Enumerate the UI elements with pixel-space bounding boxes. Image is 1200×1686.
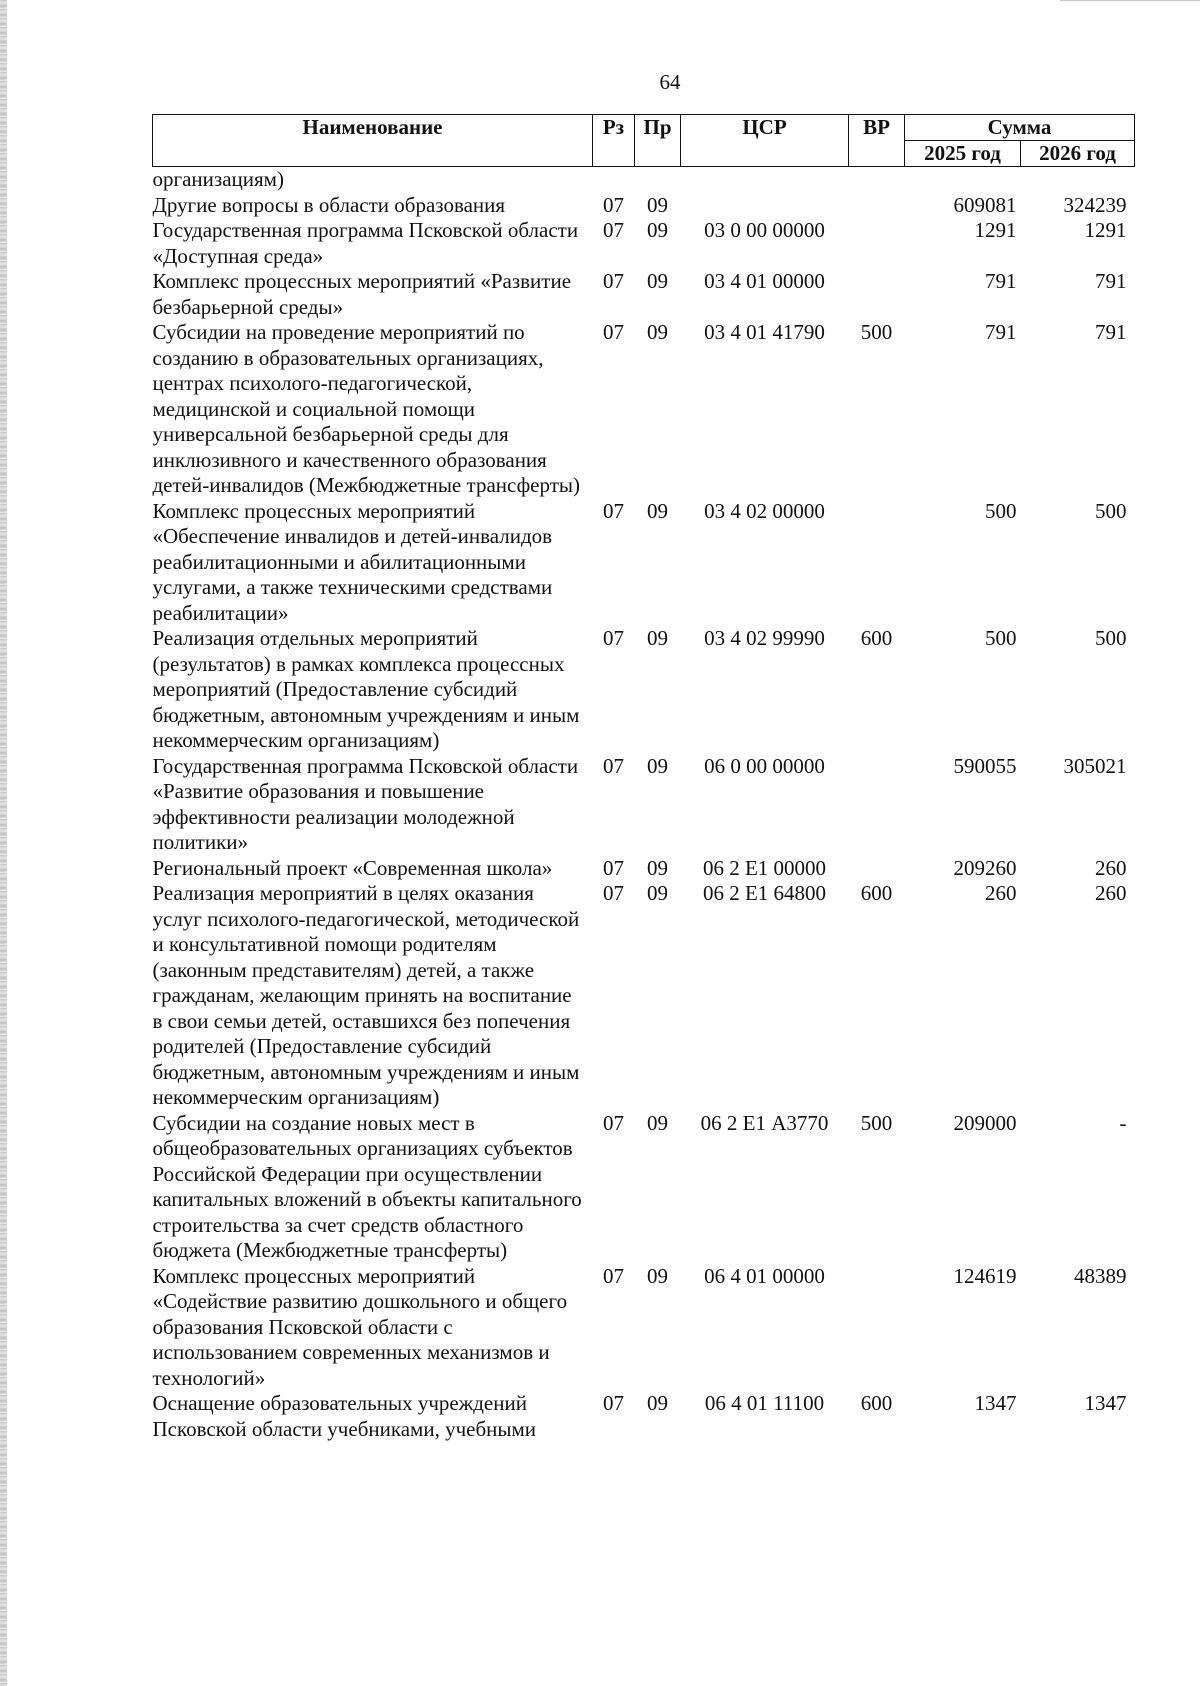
cell-sum-2025: 609081: [953, 192, 1017, 217]
cell-name: Региональный проект «Современная школа»: [152, 855, 553, 880]
table-header: [153, 115, 1135, 167]
table-row: [153, 881, 1135, 1111]
cell-name: Реализация отдельных мероприятий (результатов) в рамках комплекса процессных мероприятий (Предоставление субсидий бюджетным, автономным учреждениям и иным некоммерческим организациям): [152, 626, 580, 752]
cell-rz: 07: [603, 753, 624, 778]
header-rz: Рз: [593, 115, 635, 167]
cell-vr: 600: [860, 1391, 893, 1415]
cell-vr: 600: [860, 881, 893, 905]
cell-rz: 07: [603, 320, 624, 344]
cell-sum-2025: 209260: [953, 855, 1017, 880]
cell-name: Оснащение образовательных учреждений Псковской области учебниками, учебными: [152, 1391, 537, 1441]
cell-rz: 07: [603, 626, 624, 650]
cell-vr: [849, 193, 905, 219]
table-row: [153, 320, 1135, 499]
cell-sum-2025: 1291: [974, 218, 1017, 242]
cell-pr: 09: [647, 498, 668, 523]
cell-csr: 06 2 Е1 00000: [702, 855, 827, 880]
cell-sum-2026: 500: [1095, 498, 1127, 523]
cell-sum-2026: [1021, 167, 1135, 193]
header-name: Наименование: [153, 115, 593, 167]
cell-name: Реализация мероприятий в целях оказания услуг психолого-педагогической, методической и консультативной помощи родителям (законным представителям) детей, а также гражданам, желающим принять на воспитание в свои семьи детей, оставшихся без попечения родителей (Предоставление субсидий бюджетным, автономным учреждениям и иным некоммерческим организациям): [152, 881, 580, 1109]
cell-csr: 03 4 01 41790: [704, 320, 825, 344]
scan-top-line: [1060, 0, 1200, 1]
cell-sum-2026: 791: [1095, 269, 1127, 293]
cell-vr: [849, 167, 905, 193]
cell-sum-2025: 209000: [953, 1110, 1017, 1135]
cell-rz: [593, 167, 635, 193]
cell-name: Субсидии на создание новых мест в общеобразовательных организациях субъектов Российской Федерации при осуществлении капитальных вложений в объекты капитального строительства за счет средств областного бюджета (Межбюджетные трансферты): [152, 1110, 582, 1262]
cell-pr: 09: [647, 1110, 668, 1135]
cell-csr: 03 4 01 00000: [704, 269, 825, 293]
header-year-2025: 2025 год: [905, 141, 1021, 167]
cell-name: Субсидии на проведение мероприятий по созданию в образовательных организациях, центрах психолого-педагогической, медицинской и социальной помощи универсальной безбарьерной среды для инклюзивного и качественного образования детей-инвалидов (Межбюджетные трансферты): [152, 320, 581, 497]
cell-csr: 06 0 00 00000: [704, 753, 825, 778]
cell-sum-2026: 324239: [1063, 192, 1127, 217]
cell-csr: 06 4 01 11100: [704, 1391, 825, 1415]
table-row: [153, 499, 1135, 627]
cell-sum-2026: 260: [1095, 855, 1127, 880]
cell-sum-2025: [905, 167, 1021, 193]
cell-vr: [849, 1264, 905, 1392]
cell-csr: [681, 193, 849, 219]
cell-sum-2026: 791: [1095, 320, 1127, 344]
cell-sum-2025: 500: [985, 626, 1017, 650]
cell-rz: 07: [603, 218, 624, 242]
cell-sum-2025: 124619: [953, 1263, 1017, 1288]
cell-pr: 09: [647, 320, 668, 344]
cell-sum-2026: -: [1119, 1110, 1127, 1135]
cell-rz: 07: [603, 881, 624, 905]
cell-sum-2026: 500: [1095, 626, 1127, 650]
cell-name: Комплекс процессных мероприятий «Содействие развитию дошкольного и общего образования Псковской области с использованием современных механизмов и технологий»: [152, 1263, 568, 1390]
cell-pr: 09: [647, 269, 668, 293]
cell-name: Комплекс процессных мероприятий «Обеспечение инвалидов и детей-инвалидов реабилитационными и абилитационными услугами, а также техническими средствами реабилитации»: [152, 498, 553, 625]
cell-pr: 09: [647, 626, 668, 650]
cell-vr: [849, 269, 905, 320]
header-pr: Пр: [635, 115, 681, 167]
cell-vr: 500: [860, 1110, 893, 1135]
cell-name: Комплекс процессных мероприятий «Развитие безбарьерной среды»: [152, 269, 572, 319]
table-row: [153, 1111, 1135, 1264]
cell-name: Государственная программа Псковской области «Развитие образования и повышение эффективности реализации молодежной политики»: [152, 753, 579, 854]
cell-sum-2026: 48389: [1074, 1263, 1127, 1288]
cell-name: Другие вопросы в области образования: [152, 192, 506, 217]
cell-csr: [681, 167, 849, 193]
cell-vr: 500: [860, 320, 893, 344]
cell-rz: 07: [603, 498, 624, 523]
cell-vr: [849, 856, 905, 882]
budget-table: [152, 114, 1135, 1442]
table-row: [153, 754, 1135, 856]
cell-pr: 09: [647, 192, 668, 217]
cell-sum-2025: 791: [985, 320, 1017, 344]
header-vr: ВР: [849, 115, 905, 167]
cell-vr: 600: [860, 626, 893, 650]
cell-rz: 07: [603, 855, 624, 880]
cell-rz: 07: [603, 269, 624, 293]
cell-pr: 09: [647, 1263, 668, 1288]
cell-sum-2025: 500: [985, 498, 1017, 523]
table-row: [153, 193, 1135, 219]
header-sum: Сумма: [905, 115, 1135, 141]
table-row: [153, 269, 1135, 320]
cell-pr: [635, 167, 681, 193]
cell-sum-2025: 260: [985, 881, 1017, 905]
scan-edge: [0, 0, 7, 1686]
table-row: [153, 167, 1135, 193]
cell-pr: 09: [647, 1391, 668, 1415]
cell-sum-2025: 791: [985, 269, 1017, 293]
cell-name: организациям): [152, 167, 284, 191]
cell-pr: 09: [647, 753, 668, 778]
page-number: 64: [659, 70, 681, 94]
table-row: [153, 1391, 1135, 1442]
header-year-2026: 2026 год: [1021, 141, 1135, 167]
cell-pr: 09: [647, 855, 668, 880]
cell-pr: 09: [647, 218, 668, 242]
table-row: [153, 626, 1135, 754]
cell-sum-2025: 1347: [974, 1391, 1017, 1415]
cell-sum-2025: 590055: [953, 753, 1017, 778]
cell-vr: [849, 499, 905, 627]
cell-rz: 07: [603, 1110, 624, 1135]
table-body: [153, 167, 1135, 1443]
table-row: [153, 1264, 1135, 1392]
cell-rz: 07: [603, 1391, 624, 1415]
cell-sum-2026: 305021: [1063, 753, 1127, 778]
cell-rz: 07: [603, 192, 624, 217]
cell-vr: [849, 218, 905, 269]
header-csr: ЦСР: [681, 115, 849, 167]
cell-csr: 03 4 02 00000: [704, 498, 825, 523]
cell-csr: 03 0 00 00000: [704, 218, 825, 242]
cell-vr: [849, 754, 905, 856]
table-row: [153, 218, 1135, 269]
cell-name: Государственная программа Псковской области «Доступная среда»: [152, 218, 579, 268]
table-row: [153, 856, 1135, 882]
cell-sum-2026: 1347: [1084, 1391, 1127, 1415]
cell-csr: 06 4 01 00000: [704, 1263, 825, 1288]
cell-pr: 09: [647, 881, 668, 905]
cell-sum-2026: 1291: [1084, 218, 1127, 242]
cell-rz: 07: [603, 1263, 624, 1288]
cell-csr: 06 2 Е1 А3770: [700, 1110, 829, 1135]
cell-csr: 06 2 Е1 64800: [702, 881, 827, 905]
cell-csr: 03 4 02 99990: [704, 626, 825, 650]
cell-sum-2026: 260: [1095, 881, 1127, 905]
